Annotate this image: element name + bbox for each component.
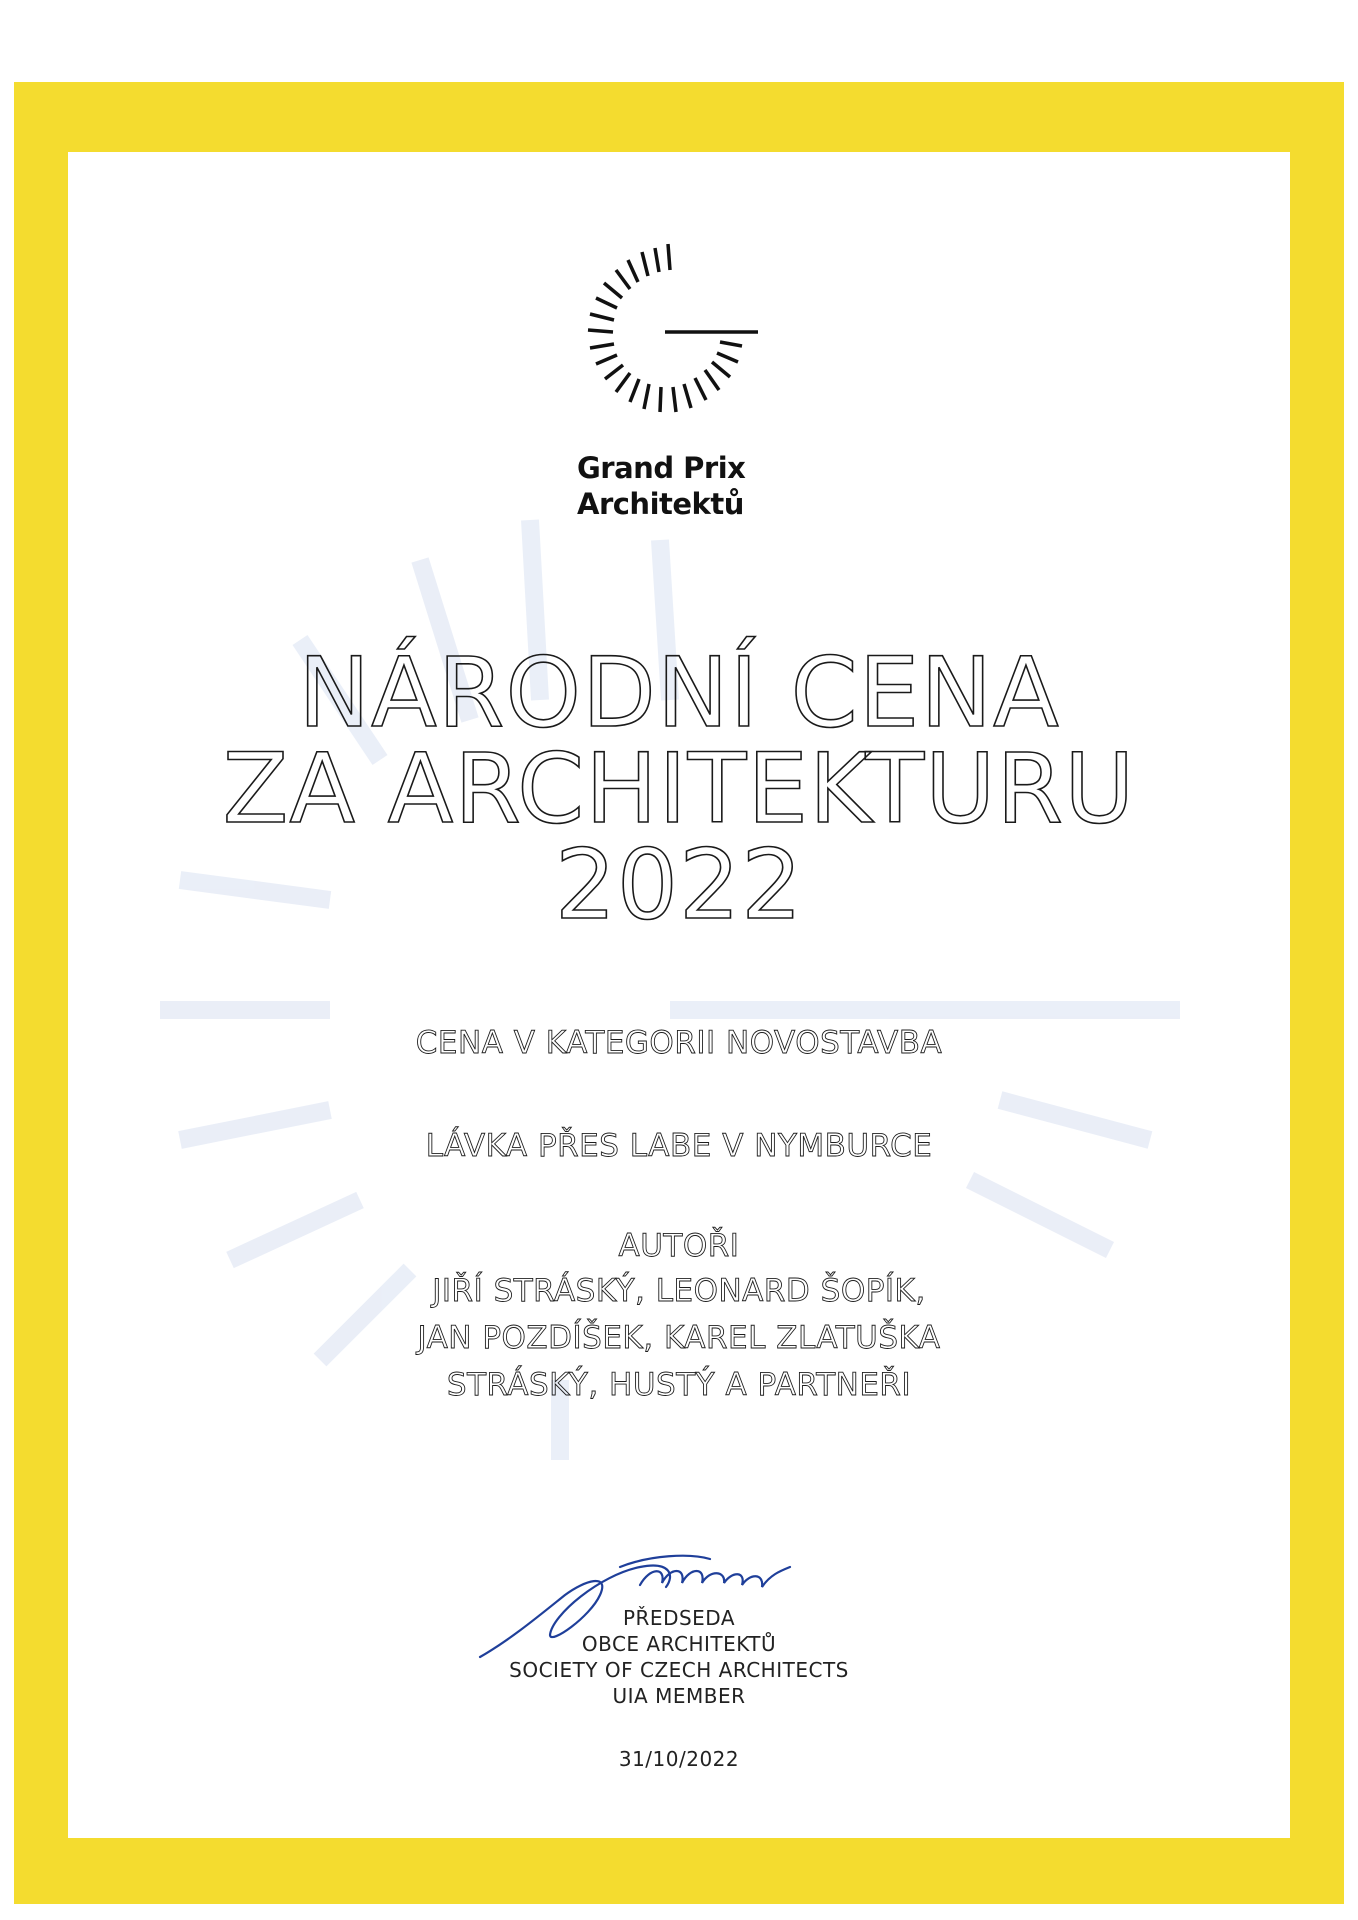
authors-line-3: STRÁSKÝ, HUSTÝ A PARTNEŘI xyxy=(446,1367,912,1403)
authors-line-2: JAN POZDÍŠEK, KAREL ZLATUŠKA xyxy=(417,1320,941,1356)
signatory-line-2: OBCE ARCHITEKTŮ xyxy=(581,1632,777,1656)
project-name: LÁVKA PŘES LABE V NYMBURCE xyxy=(425,1128,933,1164)
authors-line-1: JIŘÍ STRÁSKÝ, LEONARD ŠOPÍK, xyxy=(432,1273,926,1309)
grand-prix-logo-icon xyxy=(560,236,790,436)
award-title-line-1: NÁRODNÍ CENA xyxy=(298,637,1060,749)
signatory-line-3: SOCIETY OF CZECH ARCHITECTS xyxy=(509,1658,849,1682)
signatory-title xyxy=(140,1605,1218,1709)
award-category: CENA V KATEGORII NOVOSTAVBA xyxy=(415,1025,943,1061)
logo-line-2: Architektů xyxy=(577,487,744,521)
logo-line-1: Grand Prix xyxy=(577,451,746,485)
certificate-date: 31/10/2022 xyxy=(618,1747,740,1771)
logo-wordmark xyxy=(577,450,807,522)
signatory-line-1: PŘEDSEDA xyxy=(622,1606,736,1630)
award-title-line-2: ZA ARCHITEKTURU xyxy=(222,733,1136,845)
award-title xyxy=(140,637,1218,941)
signatory-line-4: UIA MEMBER xyxy=(612,1684,746,1708)
authors-heading: AUTOŘI xyxy=(618,1228,740,1264)
award-title-year: 2022 xyxy=(554,829,804,941)
